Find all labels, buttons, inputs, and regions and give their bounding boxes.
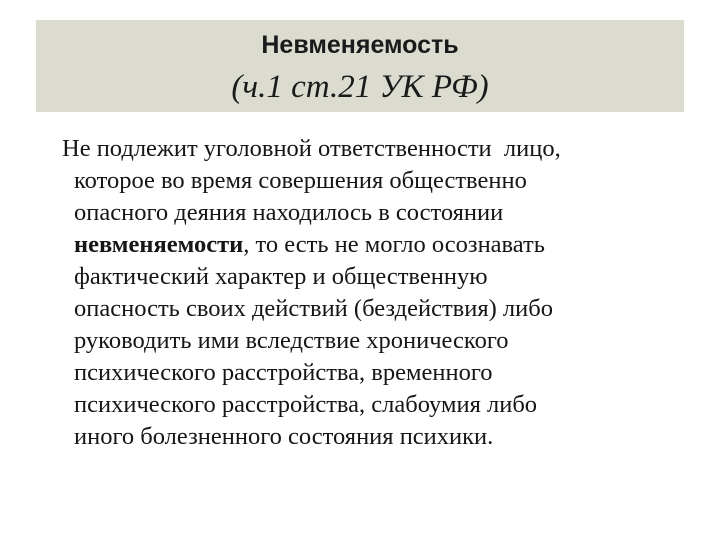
body-line: опасного деяния находилось в состоянии	[74, 199, 504, 226]
title-band	[36, 20, 684, 112]
body-line: психического расстройства, слабоумия либо	[74, 391, 538, 418]
body-line	[62, 229, 702, 261]
body-line-rest: , то есть не могло осознавать	[243, 231, 545, 258]
body-line: фактический характер и общественную	[74, 263, 488, 290]
body-paragraph	[62, 133, 702, 453]
term-bold: невменяемости	[74, 231, 244, 258]
body-line: иного болезненного состояния психики.	[74, 423, 494, 450]
body-line: которое во время совершения общественно	[74, 167, 527, 194]
slide-title: Невменяемость	[261, 31, 459, 59]
body-line: Не подлежит уголовной ответственности лицо,	[62, 135, 561, 162]
body-line: опасность своих действий (бездействия) либо	[74, 295, 553, 322]
body-line: руководить ими вследствие хронического	[74, 327, 509, 354]
slide-subtitle: (ч.1 ст.21 УК РФ)	[231, 69, 489, 105]
body-line: психического расстройства, временного	[74, 359, 493, 386]
